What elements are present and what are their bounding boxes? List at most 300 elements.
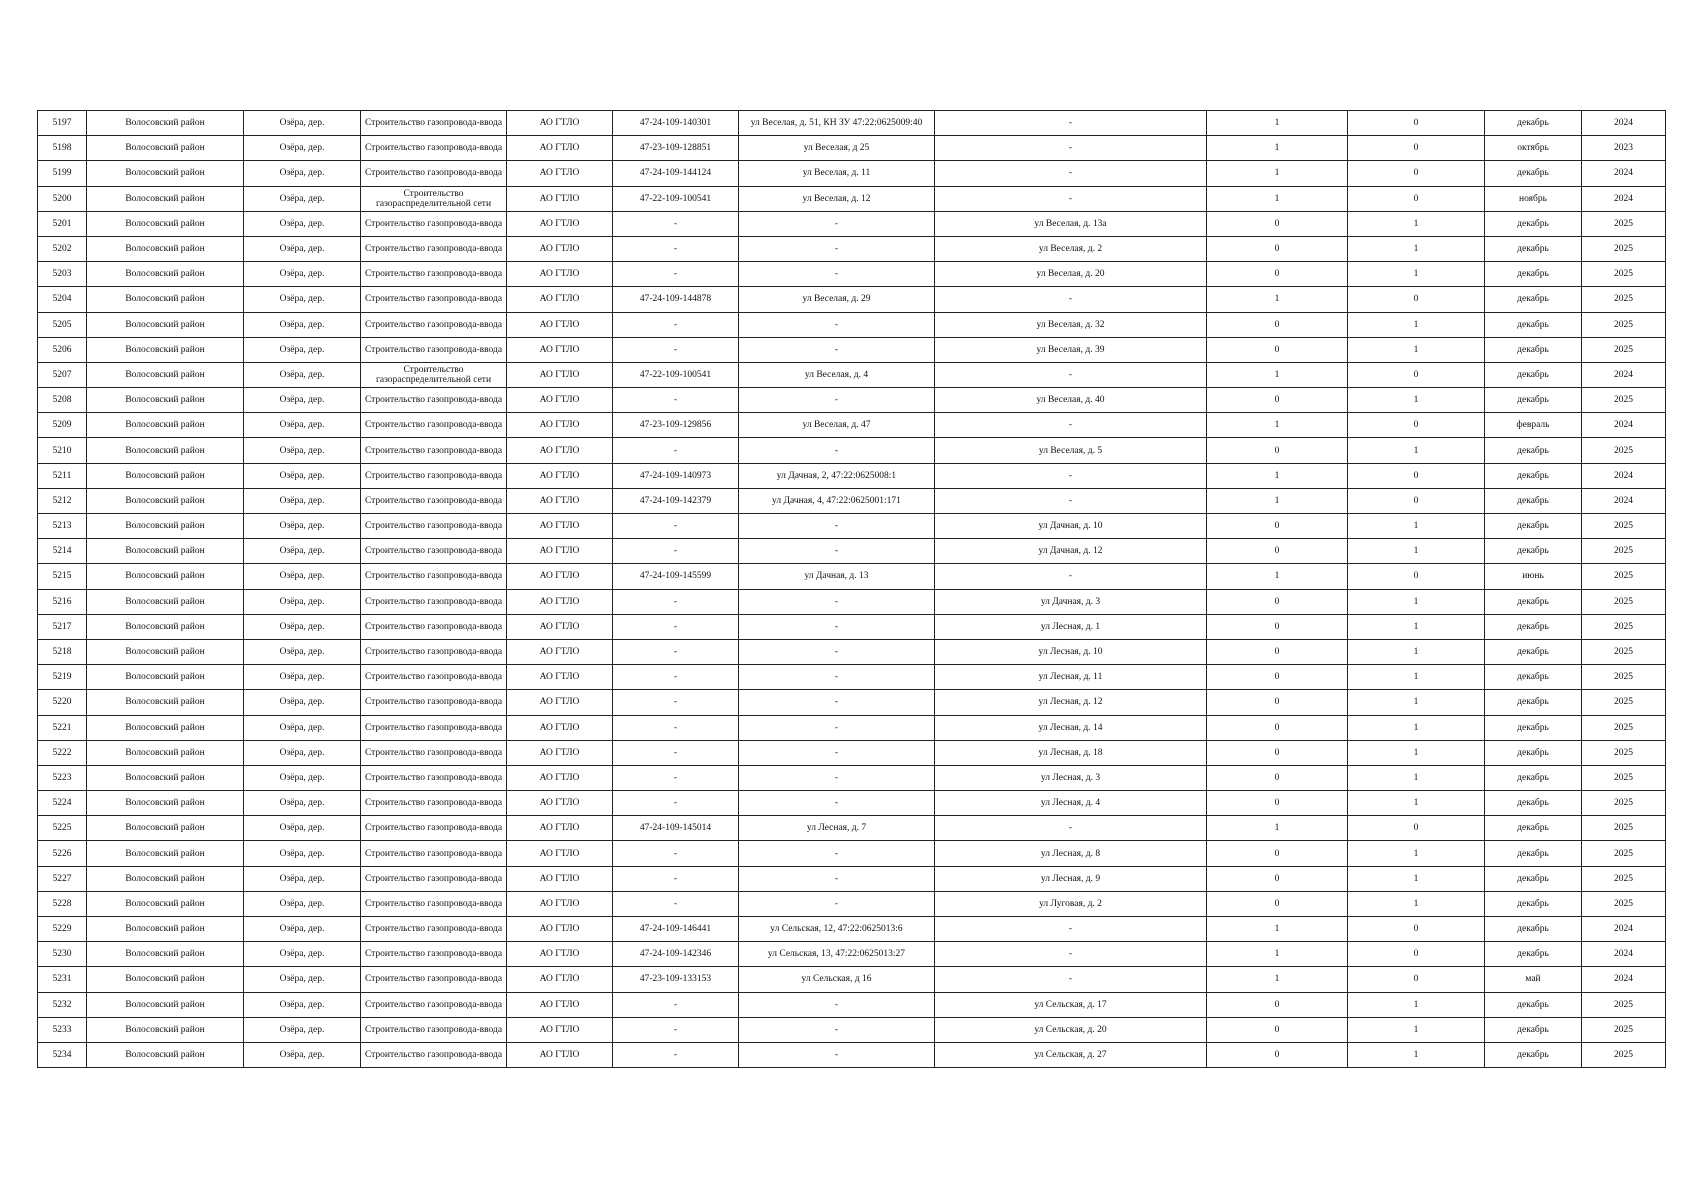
cell-count-connected: 0 bbox=[1207, 841, 1348, 866]
cell-count-planned: 1 bbox=[1348, 514, 1485, 539]
cell-planned-address: - bbox=[935, 917, 1207, 942]
cell-planned-address: - bbox=[935, 967, 1207, 992]
cell-work-type: Строительство газопровода-ввода bbox=[361, 564, 507, 589]
cell-count-connected: 0 bbox=[1207, 690, 1348, 715]
cell-organization: АО ГТЛО bbox=[507, 891, 613, 916]
cell-organization: АО ГТЛО bbox=[507, 362, 613, 387]
cell-application-number: - bbox=[613, 614, 739, 639]
cell-application-number: 47-24-109-146441 bbox=[613, 917, 739, 942]
cell-year: 2025 bbox=[1582, 866, 1666, 891]
cell-connected-address: - bbox=[739, 438, 935, 463]
cell-application-number: - bbox=[613, 539, 739, 564]
cell-work-type: Строительство газопровода-ввода bbox=[361, 438, 507, 463]
cell-application-number: - bbox=[613, 236, 739, 261]
table-row bbox=[38, 992, 1666, 1017]
cell-count-connected: 1 bbox=[1207, 917, 1348, 942]
cell-connected-address: - bbox=[739, 211, 935, 236]
cell-month: декабрь bbox=[1485, 740, 1582, 765]
cell-planned-address: ул Лесная, д. 11 bbox=[935, 665, 1207, 690]
cell-count-planned: 1 bbox=[1348, 765, 1485, 790]
cell-organization: АО ГТЛО bbox=[507, 287, 613, 312]
cell-connected-address: - bbox=[739, 539, 935, 564]
table-row bbox=[38, 362, 1666, 387]
cell-work-type: Строительство газопровода-ввода bbox=[361, 136, 507, 161]
cell-planned-address: ул Сельская, д. 27 bbox=[935, 1042, 1207, 1067]
cell-connected-address: ул Сельская, 13, 47:22:0625013:27 bbox=[739, 942, 935, 967]
cell-application-number: 47-23-109-133153 bbox=[613, 967, 739, 992]
cell-count-planned: 0 bbox=[1348, 161, 1485, 186]
cell-settlement: Озёра, дер. bbox=[244, 765, 361, 790]
cell-year: 2025 bbox=[1582, 992, 1666, 1017]
cell-row-number: 5200 bbox=[38, 186, 87, 211]
cell-count-planned: 0 bbox=[1348, 967, 1485, 992]
cell-district: Волосовский район bbox=[87, 362, 244, 387]
table-row bbox=[38, 211, 1666, 236]
cell-connected-address: - bbox=[739, 992, 935, 1017]
cell-work-type: Строительство газопровода-ввода bbox=[361, 614, 507, 639]
cell-count-planned: 0 bbox=[1348, 362, 1485, 387]
cell-connected-address: - bbox=[739, 614, 935, 639]
cell-connected-address: ул Веселая, д. 4 bbox=[739, 362, 935, 387]
cell-organization: АО ГТЛО bbox=[507, 136, 613, 161]
cell-year: 2024 bbox=[1582, 161, 1666, 186]
table-row bbox=[38, 514, 1666, 539]
cell-settlement: Озёра, дер. bbox=[244, 186, 361, 211]
cell-application-number: - bbox=[613, 589, 739, 614]
cell-application-number: - bbox=[613, 388, 739, 413]
table-row bbox=[38, 740, 1666, 765]
cell-row-number: 5223 bbox=[38, 765, 87, 790]
cell-month: декабрь bbox=[1485, 715, 1582, 740]
cell-count-planned: 0 bbox=[1348, 816, 1485, 841]
cell-planned-address: ул Веселая, д. 20 bbox=[935, 262, 1207, 287]
cell-application-number: - bbox=[613, 740, 739, 765]
cell-organization: АО ГТЛО bbox=[507, 715, 613, 740]
cell-work-type: Строительство газопровода-ввода bbox=[361, 262, 507, 287]
cell-planned-address: ул Сельская, д. 20 bbox=[935, 1017, 1207, 1042]
cell-year: 2024 bbox=[1582, 413, 1666, 438]
cell-count-connected: 0 bbox=[1207, 438, 1348, 463]
cell-row-number: 5222 bbox=[38, 740, 87, 765]
cell-year: 2025 bbox=[1582, 891, 1666, 916]
cell-district: Волосовский район bbox=[87, 312, 244, 337]
cell-row-number: 5230 bbox=[38, 942, 87, 967]
cell-month: декабрь bbox=[1485, 665, 1582, 690]
cell-month: декабрь bbox=[1485, 514, 1582, 539]
cell-row-number: 5197 bbox=[38, 111, 87, 136]
cell-district: Волосовский район bbox=[87, 287, 244, 312]
cell-count-connected: 0 bbox=[1207, 388, 1348, 413]
cell-connected-address: - bbox=[739, 589, 935, 614]
cell-year: 2025 bbox=[1582, 262, 1666, 287]
cell-organization: АО ГТЛО bbox=[507, 337, 613, 362]
cell-year: 2024 bbox=[1582, 917, 1666, 942]
cell-planned-address: ул Лесная, д. 4 bbox=[935, 791, 1207, 816]
cell-count-connected: 0 bbox=[1207, 262, 1348, 287]
table-row bbox=[38, 413, 1666, 438]
cell-settlement: Озёра, дер. bbox=[244, 1017, 361, 1042]
cell-district: Волосовский район bbox=[87, 236, 244, 261]
cell-settlement: Озёра, дер. bbox=[244, 312, 361, 337]
cell-work-type: Строительство газопровода-ввода bbox=[361, 639, 507, 664]
cell-work-type: Строительство газопровода-ввода bbox=[361, 463, 507, 488]
table-row bbox=[38, 791, 1666, 816]
cell-month: декабрь bbox=[1485, 312, 1582, 337]
cell-year: 2023 bbox=[1582, 136, 1666, 161]
cell-year: 2024 bbox=[1582, 942, 1666, 967]
cell-organization: АО ГТЛО bbox=[507, 665, 613, 690]
cell-month: декабрь bbox=[1485, 262, 1582, 287]
table-row bbox=[38, 967, 1666, 992]
cell-application-number: - bbox=[613, 514, 739, 539]
cell-count-planned: 1 bbox=[1348, 337, 1485, 362]
cell-organization: АО ГТЛО bbox=[507, 765, 613, 790]
cell-settlement: Озёра, дер. bbox=[244, 614, 361, 639]
cell-settlement: Озёра, дер. bbox=[244, 942, 361, 967]
cell-application-number: 47-22-109-100541 bbox=[613, 362, 739, 387]
table-row bbox=[38, 111, 1666, 136]
cell-organization: АО ГТЛО bbox=[507, 564, 613, 589]
cell-planned-address: ул Веселая, д. 32 bbox=[935, 312, 1207, 337]
cell-row-number: 5224 bbox=[38, 791, 87, 816]
cell-count-connected: 0 bbox=[1207, 891, 1348, 916]
cell-work-type: Строительство газопровода-ввода bbox=[361, 866, 507, 891]
cell-month: декабрь bbox=[1485, 1042, 1582, 1067]
cell-application-number: - bbox=[613, 337, 739, 362]
cell-connected-address: ул Лесная, д. 7 bbox=[739, 816, 935, 841]
cell-connected-address: ул Веселая, д. 12 bbox=[739, 186, 935, 211]
cell-planned-address: - bbox=[935, 362, 1207, 387]
cell-settlement: Озёра, дер. bbox=[244, 111, 361, 136]
cell-row-number: 5226 bbox=[38, 841, 87, 866]
cell-count-connected: 1 bbox=[1207, 816, 1348, 841]
cell-connected-address: - bbox=[739, 262, 935, 287]
cell-planned-address: ул Лесная, д. 3 bbox=[935, 765, 1207, 790]
cell-connected-address: - bbox=[739, 1042, 935, 1067]
cell-settlement: Озёра, дер. bbox=[244, 463, 361, 488]
cell-connected-address: - bbox=[739, 665, 935, 690]
cell-district: Волосовский район bbox=[87, 639, 244, 664]
cell-connected-address: - bbox=[739, 841, 935, 866]
cell-row-number: 5206 bbox=[38, 337, 87, 362]
cell-district: Волосовский район bbox=[87, 388, 244, 413]
cell-count-connected: 1 bbox=[1207, 463, 1348, 488]
cell-work-type: Строительство газопровода-ввода bbox=[361, 740, 507, 765]
cell-row-number: 5199 bbox=[38, 161, 87, 186]
cell-year: 2025 bbox=[1582, 589, 1666, 614]
cell-organization: АО ГТЛО bbox=[507, 111, 613, 136]
cell-application-number: - bbox=[613, 1017, 739, 1042]
cell-month: декабрь bbox=[1485, 765, 1582, 790]
cell-district: Волосовский район bbox=[87, 438, 244, 463]
cell-count-connected: 1 bbox=[1207, 111, 1348, 136]
cell-count-connected: 1 bbox=[1207, 564, 1348, 589]
cell-count-planned: 0 bbox=[1348, 287, 1485, 312]
cell-district: Волосовский район bbox=[87, 891, 244, 916]
table-body bbox=[38, 111, 1666, 1068]
cell-year: 2024 bbox=[1582, 362, 1666, 387]
table-row bbox=[38, 765, 1666, 790]
cell-month: декабрь bbox=[1485, 388, 1582, 413]
cell-district: Волосовский район bbox=[87, 816, 244, 841]
cell-count-planned: 1 bbox=[1348, 740, 1485, 765]
cell-district: Волосовский район bbox=[87, 211, 244, 236]
table-row bbox=[38, 186, 1666, 211]
cell-connected-address: ул Веселая, д. 51, КН ЗУ 47:22:0625009:40 bbox=[739, 111, 935, 136]
table-row bbox=[38, 589, 1666, 614]
cell-month: февраль bbox=[1485, 413, 1582, 438]
cell-year: 2025 bbox=[1582, 1017, 1666, 1042]
cell-application-number: - bbox=[613, 1042, 739, 1067]
cell-district: Волосовский район bbox=[87, 488, 244, 513]
cell-count-connected: 0 bbox=[1207, 337, 1348, 362]
cell-district: Волосовский район bbox=[87, 917, 244, 942]
cell-application-number: - bbox=[613, 665, 739, 690]
cell-row-number: 5204 bbox=[38, 287, 87, 312]
cell-application-number: 47-23-109-128851 bbox=[613, 136, 739, 161]
cell-work-type: Строительство газопровода-ввода bbox=[361, 236, 507, 261]
cell-connected-address: ул Сельская, д 16 bbox=[739, 967, 935, 992]
cell-count-connected: 0 bbox=[1207, 791, 1348, 816]
cell-year: 2025 bbox=[1582, 287, 1666, 312]
cell-connected-address: ул Сельская, 12, 47:22:0625013:6 bbox=[739, 917, 935, 942]
cell-planned-address: ул Дачная, д. 12 bbox=[935, 539, 1207, 564]
table-row bbox=[38, 690, 1666, 715]
cell-connected-address: - bbox=[739, 866, 935, 891]
cell-month: декабрь bbox=[1485, 488, 1582, 513]
cell-row-number: 5212 bbox=[38, 488, 87, 513]
cell-month: декабрь bbox=[1485, 791, 1582, 816]
cell-district: Волосовский район bbox=[87, 111, 244, 136]
cell-work-type: Строительство газопровода-ввода bbox=[361, 388, 507, 413]
cell-count-planned: 1 bbox=[1348, 891, 1485, 916]
table-row bbox=[38, 665, 1666, 690]
cell-district: Волосовский район bbox=[87, 564, 244, 589]
cell-planned-address: - bbox=[935, 186, 1207, 211]
cell-settlement: Озёра, дер. bbox=[244, 438, 361, 463]
cell-planned-address: ул Веселая, д. 39 bbox=[935, 337, 1207, 362]
cell-count-planned: 1 bbox=[1348, 639, 1485, 664]
cell-settlement: Озёра, дер. bbox=[244, 287, 361, 312]
cell-planned-address: ул Луговая, д. 2 bbox=[935, 891, 1207, 916]
cell-settlement: Озёра, дер. bbox=[244, 589, 361, 614]
cell-application-number: 47-24-109-144878 bbox=[613, 287, 739, 312]
cell-year: 2024 bbox=[1582, 111, 1666, 136]
cell-application-number: - bbox=[613, 312, 739, 337]
cell-settlement: Озёра, дер. bbox=[244, 564, 361, 589]
cell-row-number: 5232 bbox=[38, 992, 87, 1017]
cell-district: Волосовский район bbox=[87, 740, 244, 765]
table-row bbox=[38, 866, 1666, 891]
cell-connected-address: - bbox=[739, 388, 935, 413]
cell-count-planned: 0 bbox=[1348, 463, 1485, 488]
cell-connected-address: ул Дачная, 4, 47:22:0625001:171 bbox=[739, 488, 935, 513]
cell-planned-address: ул Веселая, д. 40 bbox=[935, 388, 1207, 413]
table-row bbox=[38, 564, 1666, 589]
cell-count-connected: 0 bbox=[1207, 211, 1348, 236]
cell-row-number: 5208 bbox=[38, 388, 87, 413]
cell-settlement: Озёра, дер. bbox=[244, 715, 361, 740]
cell-month: декабрь bbox=[1485, 463, 1582, 488]
cell-year: 2025 bbox=[1582, 614, 1666, 639]
cell-settlement: Озёра, дер. bbox=[244, 337, 361, 362]
cell-connected-address: - bbox=[739, 312, 935, 337]
cell-work-type: Строительство газопровода-ввода bbox=[361, 211, 507, 236]
cell-organization: АО ГТЛО bbox=[507, 236, 613, 261]
cell-planned-address: - bbox=[935, 111, 1207, 136]
cell-application-number: - bbox=[613, 262, 739, 287]
cell-row-number: 5225 bbox=[38, 816, 87, 841]
cell-organization: АО ГТЛО bbox=[507, 438, 613, 463]
table-row bbox=[38, 1042, 1666, 1067]
cell-district: Волосовский район bbox=[87, 186, 244, 211]
cell-row-number: 5219 bbox=[38, 665, 87, 690]
cell-organization: АО ГТЛО bbox=[507, 312, 613, 337]
cell-row-number: 5221 bbox=[38, 715, 87, 740]
cell-year: 2025 bbox=[1582, 791, 1666, 816]
cell-count-connected: 0 bbox=[1207, 312, 1348, 337]
cell-connected-address: - bbox=[739, 765, 935, 790]
cell-year: 2025 bbox=[1582, 438, 1666, 463]
table-row bbox=[38, 639, 1666, 664]
cell-connected-address: - bbox=[739, 740, 935, 765]
cell-count-planned: 0 bbox=[1348, 917, 1485, 942]
cell-application-number: - bbox=[613, 791, 739, 816]
cell-year: 2025 bbox=[1582, 765, 1666, 790]
table-row bbox=[38, 136, 1666, 161]
cell-connected-address: ул Веселая, д 25 bbox=[739, 136, 935, 161]
cell-district: Волосовский район bbox=[87, 765, 244, 790]
cell-row-number: 5203 bbox=[38, 262, 87, 287]
cell-settlement: Озёра, дер. bbox=[244, 866, 361, 891]
cell-connected-address: ул Дачная, 2, 47:22:0625008:1 bbox=[739, 463, 935, 488]
cell-row-number: 5215 bbox=[38, 564, 87, 589]
cell-application-number: 47-24-109-144124 bbox=[613, 161, 739, 186]
cell-settlement: Озёра, дер. bbox=[244, 891, 361, 916]
cell-planned-address: - bbox=[935, 816, 1207, 841]
cell-settlement: Озёра, дер. bbox=[244, 488, 361, 513]
cell-application-number: 47-24-109-142346 bbox=[613, 942, 739, 967]
cell-connected-address: - bbox=[739, 690, 935, 715]
cell-count-connected: 0 bbox=[1207, 589, 1348, 614]
cell-organization: АО ГТЛО bbox=[507, 388, 613, 413]
cell-month: декабрь bbox=[1485, 992, 1582, 1017]
cell-work-type: Строительство газопровода-ввода bbox=[361, 1042, 507, 1067]
cell-month: декабрь bbox=[1485, 539, 1582, 564]
cell-count-planned: 1 bbox=[1348, 665, 1485, 690]
cell-application-number: - bbox=[613, 639, 739, 664]
cell-settlement: Озёра, дер. bbox=[244, 236, 361, 261]
cell-month: декабрь bbox=[1485, 161, 1582, 186]
cell-year: 2025 bbox=[1582, 715, 1666, 740]
cell-month: декабрь bbox=[1485, 841, 1582, 866]
cell-organization: АО ГТЛО bbox=[507, 539, 613, 564]
cell-planned-address: ул Веселая, д. 13а bbox=[935, 211, 1207, 236]
cell-organization: АО ГТЛО bbox=[507, 186, 613, 211]
cell-count-planned: 0 bbox=[1348, 111, 1485, 136]
cell-organization: АО ГТЛО bbox=[507, 413, 613, 438]
cell-organization: АО ГТЛО bbox=[507, 942, 613, 967]
cell-work-type: Строительство газопровода-ввода bbox=[361, 992, 507, 1017]
cell-connected-address: - bbox=[739, 514, 935, 539]
cell-work-type: Строительство газопровода-ввода bbox=[361, 488, 507, 513]
cell-year: 2025 bbox=[1582, 665, 1666, 690]
cell-count-connected: 1 bbox=[1207, 287, 1348, 312]
cell-application-number: - bbox=[613, 866, 739, 891]
cell-organization: АО ГТЛО bbox=[507, 589, 613, 614]
cell-planned-address: ул Лесная, д. 8 bbox=[935, 841, 1207, 866]
cell-count-connected: 0 bbox=[1207, 715, 1348, 740]
table-row bbox=[38, 312, 1666, 337]
cell-application-number: - bbox=[613, 841, 739, 866]
cell-year: 2025 bbox=[1582, 639, 1666, 664]
cell-row-number: 5211 bbox=[38, 463, 87, 488]
cell-application-number: 47-24-109-142379 bbox=[613, 488, 739, 513]
cell-application-number: 47-24-109-145014 bbox=[613, 816, 739, 841]
cell-settlement: Озёра, дер. bbox=[244, 388, 361, 413]
cell-district: Волосовский район bbox=[87, 589, 244, 614]
cell-application-number: 47-23-109-129856 bbox=[613, 413, 739, 438]
cell-year: 2025 bbox=[1582, 690, 1666, 715]
cell-planned-address: - bbox=[935, 488, 1207, 513]
cell-organization: АО ГТЛО bbox=[507, 967, 613, 992]
cell-month: декабрь bbox=[1485, 111, 1582, 136]
cell-row-number: 5231 bbox=[38, 967, 87, 992]
cell-year: 2025 bbox=[1582, 539, 1666, 564]
cell-connected-address: - bbox=[739, 236, 935, 261]
cell-row-number: 5229 bbox=[38, 917, 87, 942]
table-row bbox=[38, 488, 1666, 513]
cell-row-number: 5213 bbox=[38, 514, 87, 539]
cell-planned-address: - bbox=[935, 136, 1207, 161]
cell-work-type: Строительство газопровода-ввода bbox=[361, 917, 507, 942]
cell-work-type: Строительство газопровода-ввода bbox=[361, 665, 507, 690]
cell-row-number: 5220 bbox=[38, 690, 87, 715]
cell-count-connected: 0 bbox=[1207, 992, 1348, 1017]
cell-planned-address: ул Лесная, д. 1 bbox=[935, 614, 1207, 639]
cell-work-type: Строительство газопровода-ввода bbox=[361, 765, 507, 790]
cell-settlement: Озёра, дер. bbox=[244, 816, 361, 841]
cell-count-planned: 1 bbox=[1348, 1042, 1485, 1067]
cell-organization: АО ГТЛО bbox=[507, 1042, 613, 1067]
cell-count-planned: 1 bbox=[1348, 262, 1485, 287]
table-row bbox=[38, 388, 1666, 413]
cell-settlement: Озёра, дер. bbox=[244, 917, 361, 942]
cell-year: 2025 bbox=[1582, 337, 1666, 362]
cell-month: декабрь bbox=[1485, 639, 1582, 664]
cell-organization: АО ГТЛО bbox=[507, 463, 613, 488]
cell-application-number: - bbox=[613, 765, 739, 790]
cell-row-number: 5214 bbox=[38, 539, 87, 564]
cell-settlement: Озёра, дер. bbox=[244, 740, 361, 765]
cell-count-planned: 1 bbox=[1348, 715, 1485, 740]
table-row bbox=[38, 287, 1666, 312]
cell-settlement: Озёра, дер. bbox=[244, 161, 361, 186]
cell-settlement: Озёра, дер. bbox=[244, 413, 361, 438]
cell-application-number: 47-24-109-145599 bbox=[613, 564, 739, 589]
cell-application-number: - bbox=[613, 715, 739, 740]
cell-settlement: Озёра, дер. bbox=[244, 841, 361, 866]
cell-planned-address: ул Сельская, д. 17 bbox=[935, 992, 1207, 1017]
cell-count-connected: 1 bbox=[1207, 942, 1348, 967]
cell-month: декабрь bbox=[1485, 438, 1582, 463]
cell-month: май bbox=[1485, 967, 1582, 992]
cell-work-type: Строительство газопровода-ввода bbox=[361, 1017, 507, 1042]
cell-connected-address: - bbox=[739, 891, 935, 916]
cell-count-planned: 1 bbox=[1348, 866, 1485, 891]
cell-count-planned: 1 bbox=[1348, 211, 1485, 236]
cell-year: 2024 bbox=[1582, 488, 1666, 513]
